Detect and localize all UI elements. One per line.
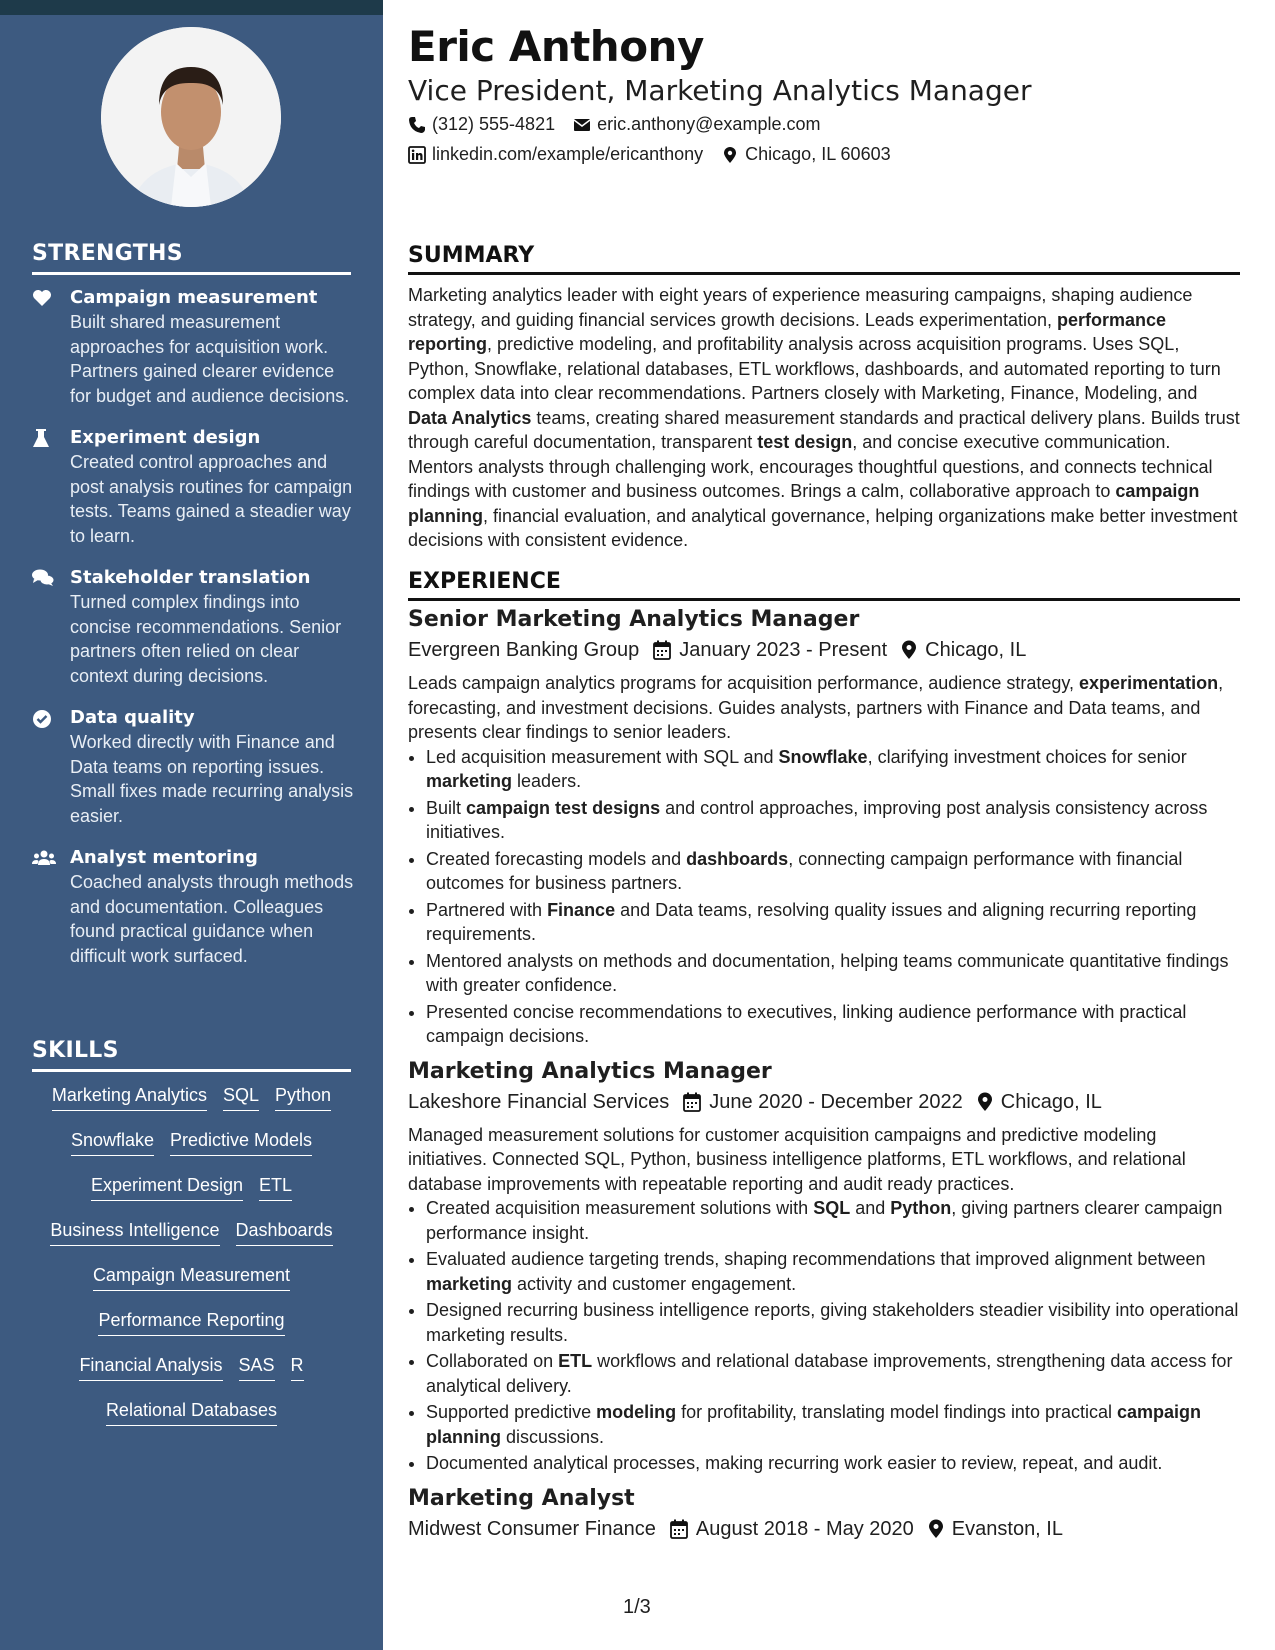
bold-text: experimentation [1079,673,1219,693]
text-run: Partnered with [426,899,548,920]
job-location [901,635,1026,665]
job-title: Senior Marketing Analytics Manager [408,607,860,632]
calendar-icon [683,1092,701,1112]
text-run: Led acquisition measurement with SQL and [426,746,779,767]
envelope-icon [573,116,591,134]
job-bullet [426,1349,1240,1398]
text-run: discussions. [501,1426,605,1447]
contact-row-1 [408,114,820,135]
bold-text: marketing [426,1273,513,1294]
text-run: Created forecasting models and [426,848,687,869]
skill-row [32,1308,351,1353]
text-run: activity and customer engagement. [512,1273,797,1294]
job-location-text: Chicago, IL [925,639,1027,661]
strengths-rule [32,272,351,275]
job-bullets [408,745,1240,1049]
skill-tag: Experiment Design [91,1173,243,1201]
skill-tag: Financial Analysis [79,1353,222,1381]
job-meta [408,1514,1240,1544]
bold-text: modeling [596,1402,677,1422]
skill-row [32,1218,351,1263]
text-run: workflows and relational database improvements, strengthening data access for analytical delivery. [426,1351,1233,1396]
skill-row [32,1263,351,1308]
strength-item [32,706,357,828]
contact-row-2 [408,144,891,165]
job-meta [408,635,1240,665]
job-company: Lakeshore Financial Services [408,1090,670,1113]
text-run: for profitability, translating model findings into practical [676,1402,1117,1422]
strength-desc: Coached analysts through methods and documentation. Colleagues found practical guidance when difficult work surfaced. [70,872,354,966]
skill-row [32,1353,351,1398]
candidate-name: Eric Anthony [408,22,704,71]
text-run: and control approaches, improving post analysis consistency across initiatives. [426,797,1208,842]
strength-title: Campaign measurement [70,287,318,308]
text-run: Marketing analytics leader with eight years of experience measuring campaigns, shaping audience strategy, and guiding financial services growth decisions. Leads experimentation, [408,285,1193,330]
text-run: Created acquisition measurement solutions with [426,1198,814,1218]
job-bullet [426,1196,1240,1245]
job-bullet [426,1000,1240,1049]
strength-title: Analyst mentoring [70,847,258,868]
job-dates-text: June 2020 - December 2022 [709,1090,963,1113]
experience-title: EXPERIENCE [408,569,561,594]
bold-text: performance reporting [408,309,1167,354]
skills-list [32,1083,351,1443]
job-location [928,1514,1063,1544]
skill-row [32,1173,351,1218]
job-entry [408,605,1240,1049]
check-circle-icon [32,709,54,729]
job-company: Midwest Consumer Finance [408,1517,656,1540]
candidate-role: Vice President, Marketing Analytics Manager [408,74,1032,107]
users-icon [32,849,54,869]
bold-text: campaign planning [408,481,1200,526]
map-pin-icon [721,146,739,164]
chat-icon [32,569,54,589]
skills-title: SKILLS [32,1038,119,1063]
text-run: Presented concise recommendations to executives, linking audience performance with practical campaign decisions. [426,1001,1187,1046]
text-run: , giving partners clearer campaign performance insight. [426,1198,1223,1243]
job-bullets [408,1196,1240,1476]
job-bullet [426,898,1240,947]
text-run: , clarifying investment choices for senior [867,746,1187,767]
bold-text: test design [757,432,853,452]
phone-icon [408,116,426,134]
skills-rule [32,1069,351,1072]
text-run: , and concise executive communication. Mentors analysts through challenging work, encourages thoughtful questions, and connects technical findings with customer and business outcomes. Brings a calm, collaborative approach to [408,432,1213,501]
job-location-text: Chicago, IL [1000,1090,1102,1113]
bold-text: campaign test designs [466,797,661,818]
strength-item [32,846,357,968]
strength-item [32,566,357,688]
skill-tag: ETL [259,1173,292,1201]
summary-rule [408,272,1240,275]
text-run: , forecasting, and investment decisions. Guides analysts, partners with Finance and Data teams, and presents clear findings to senior leaders. [408,673,1224,742]
profile-photo [101,27,281,207]
job-dates-text: January 2023 - Present [679,639,888,661]
job-summary [408,1123,1240,1197]
job-bullet [426,1400,1240,1449]
bold-text: SQL [813,1198,851,1218]
job-title: Marketing Analytics Manager [408,1058,772,1084]
job-bullet [426,796,1240,845]
strength-item [32,286,357,408]
skill-tag: Campaign Measurement [93,1263,290,1291]
sidebar-top-bar [0,0,383,15]
text-run: , connecting campaign performance with financial outcomes for business partners. [426,848,1183,893]
bold-text: Finance [547,899,616,920]
job-dates [683,1087,963,1117]
strength-desc: Worked directly with Finance and Data teams on reporting issues. Small fixes made recurring analysis easier. [70,732,354,826]
sidebar [0,0,383,1650]
map-pin-icon [901,640,917,660]
strength-item [32,426,357,548]
text-run: Evaluated audience targeting trends, shaping recommendations that improved alignment between [426,1249,1206,1269]
location-contact [721,144,890,165]
map-pin-icon [928,1519,944,1539]
summary-title: SUMMARY [408,243,535,268]
job-location-text: Evanston, IL [951,1517,1063,1540]
skill-row [32,1083,351,1128]
job-bullet [426,745,1240,794]
skill-tag: Business Intelligence [50,1218,219,1246]
heart-icon [32,289,54,309]
job-bullet [426,949,1240,998]
text-run: Supported predictive [426,1402,597,1422]
jobs-list [408,605,1240,1544]
linkedin-icon [408,146,426,164]
skill-tag: Predictive Models [170,1128,312,1156]
skill-tag: SAS [239,1353,275,1381]
skill-tag: R [291,1353,304,1381]
job-dates-text: August 2018 - May 2020 [695,1517,914,1540]
job-bullet [426,847,1240,896]
email-text: eric.anthony@example.com [597,114,821,134]
text-run: teams, creating shared measurement standards and practical delivery plans. Builds trust through careful documentation, transparent [408,407,1240,452]
strength-desc: Turned complex findings into concise recommendations. Senior partners often relied on clear context during decisions. [70,592,342,686]
bold-text: campaign planning [426,1402,1202,1447]
strength-desc: Built shared measurement approaches for acquisition work. Partners gained clearer evidence for budget and audience decisions. [70,312,350,406]
job-summary [408,671,1240,745]
calendar-icon [653,640,671,660]
linkedin-contact[interactable] [408,144,703,165]
bold-text: dashboards [686,848,789,869]
bold-text: marketing [426,771,513,791]
avatar [101,27,281,207]
skill-tag: Snowflake [71,1128,154,1156]
text-run: , predictive modeling, and profitability analysis across acquisition programs. Uses SQL, Python, Snowflake, relational databases, ETL workflows, dashboards, and automated reporting to turn complex data into clear recommendations. Partners closely with Marketing, Finance, Modeling, and [408,334,1221,403]
bold-text: Data Analytics [408,407,532,428]
text-run: Built [426,797,467,818]
bold-text: ETL [558,1351,593,1371]
job-dates [653,635,887,665]
text-run: Managed measurement solutions for customer acquisition campaigns and predictive modeling initiatives. Connected SQL, Python, business intelligence platforms, ETL workflows, and relational database improvements with repeatable reporting and audit ready practices. [408,1124,1186,1194]
text-run: , financial evaluation, and analytical governance, helping organizations make better investment decisions with consistent evidence. [408,505,1238,550]
job-meta [408,1087,1240,1117]
phone-text: (312) 555-4821 [432,114,556,134]
text-run: Designed recurring business intelligence reports, giving stakeholders steadier visibility into operational marketing results. [426,1300,1239,1345]
strength-title: Stakeholder translation [70,567,311,588]
experience-rule [408,598,1240,601]
experience-section [408,569,1240,1552]
email-contact[interactable] [573,114,820,135]
job-dates [670,1514,914,1544]
strengths-title: STRENGTHS [32,241,183,266]
map-pin-icon [977,1092,993,1112]
text-run: Mentored analysts on methods and documentation, helping teams communicate quantitative findings with greater confidence. [426,950,1229,995]
job-entry [408,1057,1240,1476]
job-company: Evergreen Banking Group [408,639,640,661]
strength-desc: Created control approaches and post analysis routines for campaign tests. Teams gained a steadier way to learn. [70,452,353,546]
skill-tag: Dashboards [236,1218,333,1246]
text-run: leaders. [512,771,582,791]
job-bullet [426,1451,1240,1476]
skill-tag: SQL [223,1083,259,1111]
text-run: and Data teams, resolving quality issues and aligning recurring reporting requirements. [426,899,1197,944]
page-number: 1/3 [623,1596,651,1618]
text-run: Leads campaign analytics programs for acquisition performance, audience strategy, [408,673,1080,693]
text-run: Documented analytical processes, making recurring work easier to review, repeat, and audit. [426,1453,1163,1473]
text-run: Collaborated on [426,1351,559,1371]
bold-text: Python [890,1198,952,1218]
job-bullet [426,1298,1240,1347]
job-bullet [426,1247,1240,1296]
skill-row [32,1398,351,1443]
flask-icon [32,429,54,449]
location-text: Chicago, IL 60603 [745,144,891,164]
skill-tag: Python [275,1083,331,1111]
phone-contact [408,114,555,135]
calendar-icon [670,1519,688,1539]
strengths-list [32,286,357,986]
bold-text: Snowflake [778,746,868,767]
skill-tag: Relational Databases [106,1398,277,1426]
job-title: Marketing Analyst [408,1485,635,1511]
job-entry [408,1484,1240,1544]
strength-title: Data quality [70,707,195,728]
text-run: and [850,1198,891,1218]
skill-tag: Performance Reporting [98,1308,284,1336]
skill-row [32,1128,351,1173]
skill-tag: Marketing Analytics [52,1083,207,1111]
job-location [977,1087,1102,1117]
linkedin-text: linkedin.com/example/ericanthony [432,144,704,164]
summary-text [408,283,1240,553]
strength-title: Experiment design [70,427,261,448]
summary-section [408,243,1240,553]
